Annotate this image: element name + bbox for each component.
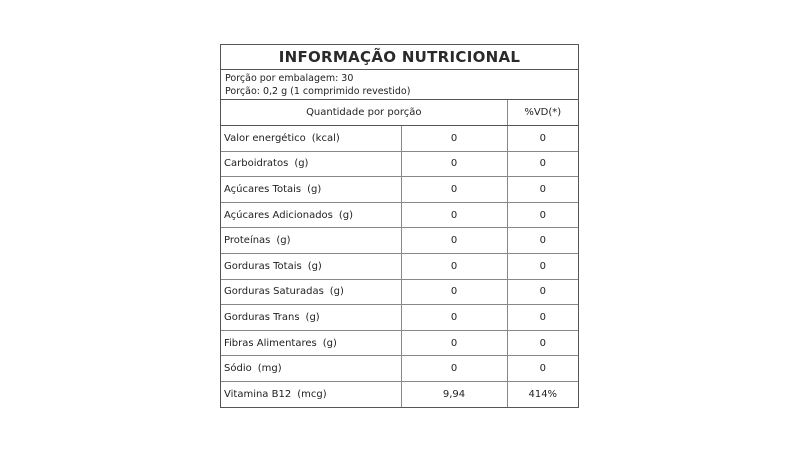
daily-value-cell: 0 <box>507 228 578 254</box>
nutrition-facts-panel <box>220 44 579 408</box>
quantity-cell: 0 <box>401 305 507 331</box>
nutrient-name: Carboidratos <box>224 158 289 170</box>
nutrient-name: Vitamina B12 <box>224 388 292 400</box>
quantity-cell: 0 <box>401 228 507 254</box>
nutrient-name: Gorduras Saturadas <box>224 286 324 298</box>
nutrient-unit: (g) <box>338 209 354 221</box>
daily-value-cell: 0 <box>507 202 578 228</box>
daily-value-cell: 0 <box>507 177 578 203</box>
portion-size: Porção: 0,2 g (1 comprimido revestido) <box>225 86 411 97</box>
nutrient-unit: (g) <box>322 337 337 349</box>
daily-value-cell: 0 <box>507 279 578 305</box>
daily-value-cell: 0 <box>507 151 578 177</box>
quantity-cell: 9,94 <box>401 381 507 406</box>
daily-value-header: %VD(*) <box>507 100 578 126</box>
quantity-cell: 0 <box>401 356 507 382</box>
portions-per-package: Porção por embalagem: 30 <box>225 73 354 84</box>
nutrient-cell <box>221 126 401 152</box>
quantity-cell: 0 <box>401 253 507 279</box>
nutrient-unit: (g) <box>294 158 309 170</box>
nutrient-unit: (g) <box>329 286 344 298</box>
nutrient-unit: (g) <box>305 311 320 323</box>
nutrient-cell <box>221 330 401 356</box>
nutrient-cell <box>221 228 401 254</box>
nutrient-name: Açúcares Totais <box>224 183 302 195</box>
daily-value-cell: 0 <box>507 330 578 356</box>
table-row <box>221 177 578 203</box>
nutrient-name: Sódio <box>224 363 252 375</box>
table-row <box>221 279 578 305</box>
daily-value-cell: 414% <box>528 388 558 400</box>
table-row <box>221 202 578 228</box>
table-row <box>221 305 578 331</box>
table-row <box>221 228 578 254</box>
nutrient-name: Gorduras Totais <box>224 260 302 272</box>
table-row <box>221 381 578 406</box>
nutrient-unit: (kcal) <box>311 132 340 144</box>
nutrient-unit: (g) <box>307 260 322 272</box>
quantity-cell: 0 <box>401 279 507 305</box>
table-row <box>221 151 578 177</box>
portion-info <box>221 70 578 100</box>
daily-value-cell: 0 <box>507 253 578 279</box>
nutrient-cell <box>221 305 401 331</box>
quantity-cell: 0 <box>401 126 507 152</box>
quantity-cell: 0 <box>401 202 507 228</box>
table-header-row <box>221 100 578 126</box>
nutrient-cell <box>221 202 401 228</box>
nutrition-table <box>221 100 578 407</box>
nutrient-name: Valor energético <box>224 132 306 144</box>
quantity-cell: 0 <box>401 151 507 177</box>
quantity-cell: 0 <box>401 330 507 356</box>
nutrient-cell <box>221 177 401 203</box>
table-row <box>221 253 578 279</box>
nutrient-unit: (mg) <box>257 363 282 375</box>
daily-value-cell: 0 <box>507 356 578 382</box>
nutrient-cell <box>221 381 401 406</box>
table-row <box>221 126 578 152</box>
quantity-cell: 0 <box>401 177 507 203</box>
nutrient-name: Proteínas <box>224 235 271 247</box>
table-row <box>221 330 578 356</box>
nutrient-name: Gorduras Trans <box>224 311 300 323</box>
nutrient-unit: (g) <box>307 183 322 195</box>
nutrient-cell <box>221 279 401 305</box>
nutrient-cell <box>221 253 401 279</box>
nutrient-unit: (g) <box>276 235 291 247</box>
daily-value-cell: 0 <box>507 126 578 152</box>
nutrient-cell <box>221 151 401 177</box>
nutrient-cell <box>221 356 401 382</box>
table-row <box>221 356 578 382</box>
quantity-per-portion-header: Quantidade por porção <box>221 100 507 126</box>
panel-title: INFORMAÇÃO NUTRICIONAL <box>221 45 578 70</box>
daily-value-cell: 0 <box>507 305 578 331</box>
nutrient-name: Fibras Alimentares <box>224 337 317 349</box>
nutrient-name: Açúcares Adicionados <box>224 209 333 221</box>
nutrient-unit: (mcg) <box>297 388 327 400</box>
